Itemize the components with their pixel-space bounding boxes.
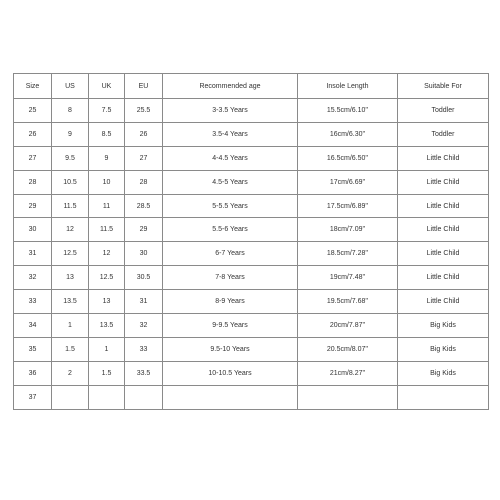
cell-size: 35 [14,337,52,361]
cell-eu: 32 [125,314,163,338]
cell-uk: 8.5 [89,122,125,146]
cell-size: 36 [14,361,52,385]
cell-uk: 11.5 [89,218,125,242]
table-row [14,266,489,290]
cell-uk: 7.5 [89,99,125,123]
cell-us: 1.5 [52,337,89,361]
cell-insole-length: 20cm/7.87'' [298,314,398,338]
cell-us: 2 [52,361,89,385]
header-suitable-for: Suitable For [398,74,489,99]
cell-recommended-age: 7-8 Years [163,266,298,290]
cell-us [52,385,89,409]
cell-us: 1 [52,314,89,338]
cell-insole-length: 17cm/6.69'' [298,170,398,194]
cell-uk: 12 [89,242,125,266]
cell-insole-length: 17.5cm/6.89'' [298,194,398,218]
cell-us: 12 [52,218,89,242]
cell-uk: 13.5 [89,314,125,338]
cell-size: 34 [14,314,52,338]
table-row [14,146,489,170]
cell-eu: 30 [125,242,163,266]
cell-us: 10.5 [52,170,89,194]
cell-recommended-age: 10-10.5 Years [163,361,298,385]
table-row [14,242,489,266]
cell-uk [89,385,125,409]
table-row [14,314,489,338]
cell-size: 25 [14,99,52,123]
cell-uk: 13 [89,290,125,314]
header-eu: EU [125,74,163,99]
cell-suitable-for: Little Child [398,194,489,218]
cell-recommended-age: 3-3.5 Years [163,99,298,123]
cell-size: 28 [14,170,52,194]
cell-recommended-age: 9-9.5 Years [163,314,298,338]
cell-recommended-age: 9.5-10 Years [163,337,298,361]
cell-recommended-age: 3.5-4 Years [163,122,298,146]
cell-recommended-age: 4.5-5 Years [163,170,298,194]
cell-us: 13 [52,266,89,290]
header-insole-length: Insole Length [298,74,398,99]
cell-eu: 27 [125,146,163,170]
cell-size: 33 [14,290,52,314]
cell-insole-length: 19cm/7.48'' [298,266,398,290]
cell-size: 29 [14,194,52,218]
cell-eu: 33.5 [125,361,163,385]
cell-recommended-age: 5.5-6 Years [163,218,298,242]
cell-size: 37 [14,385,52,409]
cell-eu: 31 [125,290,163,314]
header-uk: UK [89,74,125,99]
header-us: US [52,74,89,99]
cell-eu: 26 [125,122,163,146]
cell-suitable-for: Big Kids [398,314,489,338]
cell-eu: 33 [125,337,163,361]
header-row [14,74,489,99]
cell-recommended-age: 6-7 Years [163,242,298,266]
cell-suitable-for [398,385,489,409]
cell-uk: 11 [89,194,125,218]
cell-uk: 1.5 [89,361,125,385]
cell-suitable-for: Toddler [398,122,489,146]
cell-insole-length: 16cm/6.30'' [298,122,398,146]
size-chart-table [13,73,489,410]
cell-size: 26 [14,122,52,146]
table-body [14,99,489,410]
cell-suitable-for: Little Child [398,218,489,242]
cell-insole-length: 20.5cm/8.07'' [298,337,398,361]
cell-uk: 12.5 [89,266,125,290]
cell-uk: 10 [89,170,125,194]
cell-insole-length: 18cm/7.09'' [298,218,398,242]
cell-size: 31 [14,242,52,266]
header-size: Size [14,74,52,99]
table-row [14,361,489,385]
table-row [14,290,489,314]
cell-recommended-age: 5-5.5 Years [163,194,298,218]
cell-suitable-for: Little Child [398,290,489,314]
cell-size: 30 [14,218,52,242]
cell-suitable-for: Little Child [398,170,489,194]
cell-size: 32 [14,266,52,290]
cell-us: 9.5 [52,146,89,170]
cell-recommended-age [163,385,298,409]
cell-recommended-age: 8-9 Years [163,290,298,314]
cell-size: 27 [14,146,52,170]
cell-eu [125,385,163,409]
cell-suitable-for: Little Child [398,146,489,170]
table-row [14,385,489,409]
cell-suitable-for: Big Kids [398,337,489,361]
cell-uk: 1 [89,337,125,361]
table-row [14,122,489,146]
cell-us: 12.5 [52,242,89,266]
cell-eu: 25.5 [125,99,163,123]
cell-suitable-for: Big Kids [398,361,489,385]
cell-us: 9 [52,122,89,146]
cell-insole-length: 16.5cm/6.50'' [298,146,398,170]
cell-insole-length: 18.5cm/7.28'' [298,242,398,266]
cell-insole-length: 15.5cm/6.10'' [298,99,398,123]
cell-eu: 28.5 [125,194,163,218]
table-row [14,170,489,194]
table-row [14,218,489,242]
table-row [14,99,489,123]
cell-uk: 9 [89,146,125,170]
cell-insole-length: 21cm/8.27'' [298,361,398,385]
cell-us: 11.5 [52,194,89,218]
cell-eu: 28 [125,170,163,194]
cell-insole-length: 19.5cm/7.68'' [298,290,398,314]
cell-insole-length [298,385,398,409]
cell-us: 8 [52,99,89,123]
cell-recommended-age: 4-4.5 Years [163,146,298,170]
cell-suitable-for: Little Child [398,266,489,290]
cell-suitable-for: Toddler [398,99,489,123]
table-row [14,337,489,361]
cell-eu: 30.5 [125,266,163,290]
header-recommended-age: Recommended age [163,74,298,99]
cell-suitable-for: Little Child [398,242,489,266]
cell-us: 13.5 [52,290,89,314]
table-row [14,194,489,218]
cell-eu: 29 [125,218,163,242]
